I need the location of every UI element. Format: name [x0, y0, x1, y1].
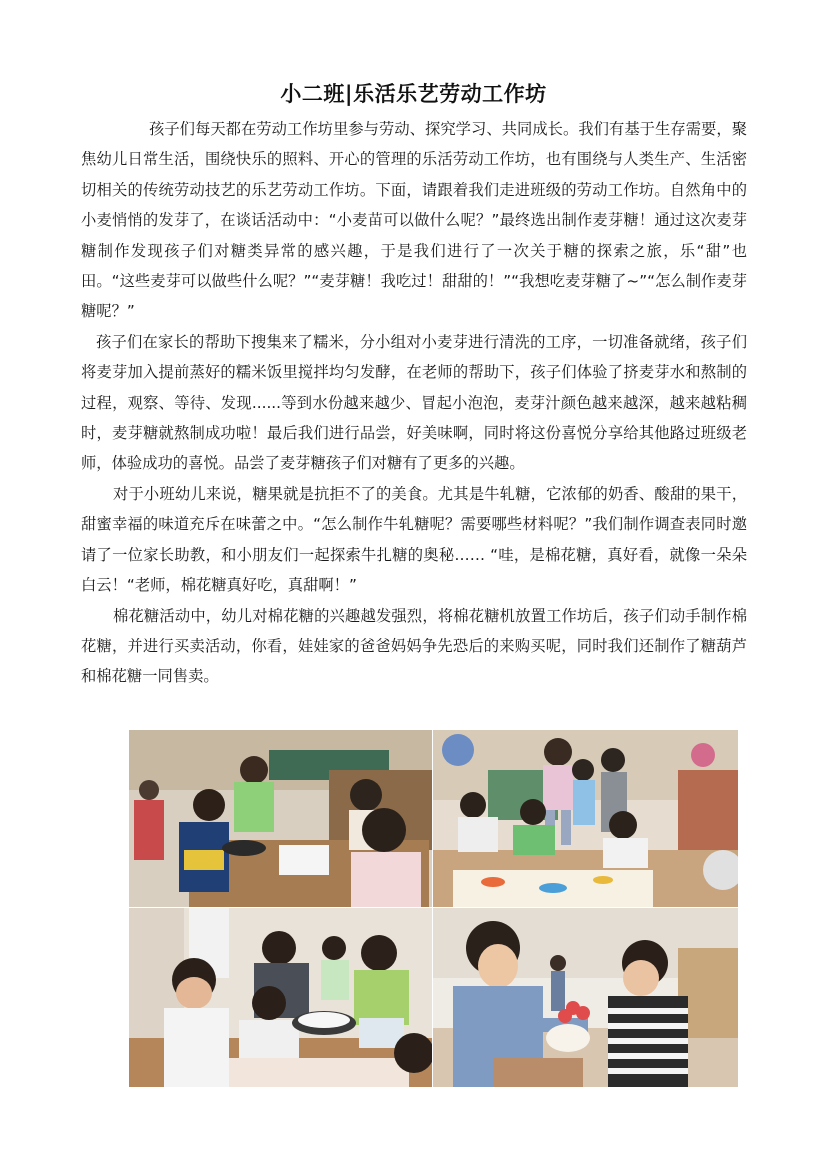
- paragraph-maltose: 孩子们在家长的帮助下搜集来了糯米，分小组对小麦芽进行清洗的工序，一切准备就绪，孩子们将麦芽加入提前蒸好的糯米饭里搅拌均匀发酵，在老师的帮助下，孩子们体验了挤麦芽水和熬制的过程，观察、等待、发现......等到水份越来越少、冒起小泡泡，麦芽汁颜色越来越深，越来越粘稠时，麦芽糖就熬制成功啦！最后我们进行品尝，好美味啊，同时将这份喜悦分享给其他路过班级老师，体验成功的喜悦。品尝了麦芽糖孩子们对糖有了更多的兴趣。: [81, 332, 747, 473]
- paragraph-cotton-candy: 棉花糖活动中，幼儿对棉花糖的兴趣越发强烈，将棉花糖机放置工作坊后，孩子们动手制作棉花糖，并进行买卖活动，你看，娃娃家的爸爸妈妈争先恐后的来购买呢，同时我们还制作了糖葫芦和棉花糖一同售卖。: [81, 606, 747, 686]
- article-body: [81, 114, 747, 692]
- photo-cotton-candy-sale: [433, 908, 738, 1087]
- page-title: 小二班|乐活乐艺劳动工作坊: [280, 82, 547, 106]
- paragraph-intro: 孩子们每天都在劳动工作坊里参与劳动、探究学习、共同成长。我们有基于生存需要，聚焦幼儿日常生活，围绕快乐的照料、开心的管理的乐活劳动工作坊，也有围绕与人类生产、生活密切相关的传统劳动技艺的乐艺劳动工作坊。下面，请跟着我们走进班级的劳动工作坊。自然角中的小麦悄悄的发芽了，在谈话活动中：“小麦苗可以做什么呢？”最终选出制作麦芽糖！通过这次麦芽糖制作发现孩子们对糖类异常的感兴趣，于是我们进行了一次关于糖的探索之旅，乐“甜”也田。“这些麦芽可以做些什么呢？”“麦芽糖！我吃过！甜甜的！”“我想吃麦芽糖了~”“怎么制作麦芽糖呢？”: [81, 120, 747, 321]
- photo-cooking-table: [129, 730, 432, 907]
- photo-nougat-making: [129, 908, 432, 1087]
- photo-floor-painting: [433, 730, 738, 907]
- paragraph-nougat: 对于小班幼儿来说，糖果就是抗拒不了的美食。尤其是牛轧糖，它浓郁的奶香、酸甜的果干，甜蜜幸福的味道充斥在味蕾之中。“怎么制作牛轧糖呢？需要哪些材料呢？”我们制作调查表同时邀请了一位家长助教，和小朋友们一起探索牛扎糖的奥秘…… “哇，是棉花糖，真好看，就像一朵朵白云！“老师，棉花糖真好吃，真甜啊！”: [81, 484, 747, 595]
- photo-collage: [129, 730, 738, 1087]
